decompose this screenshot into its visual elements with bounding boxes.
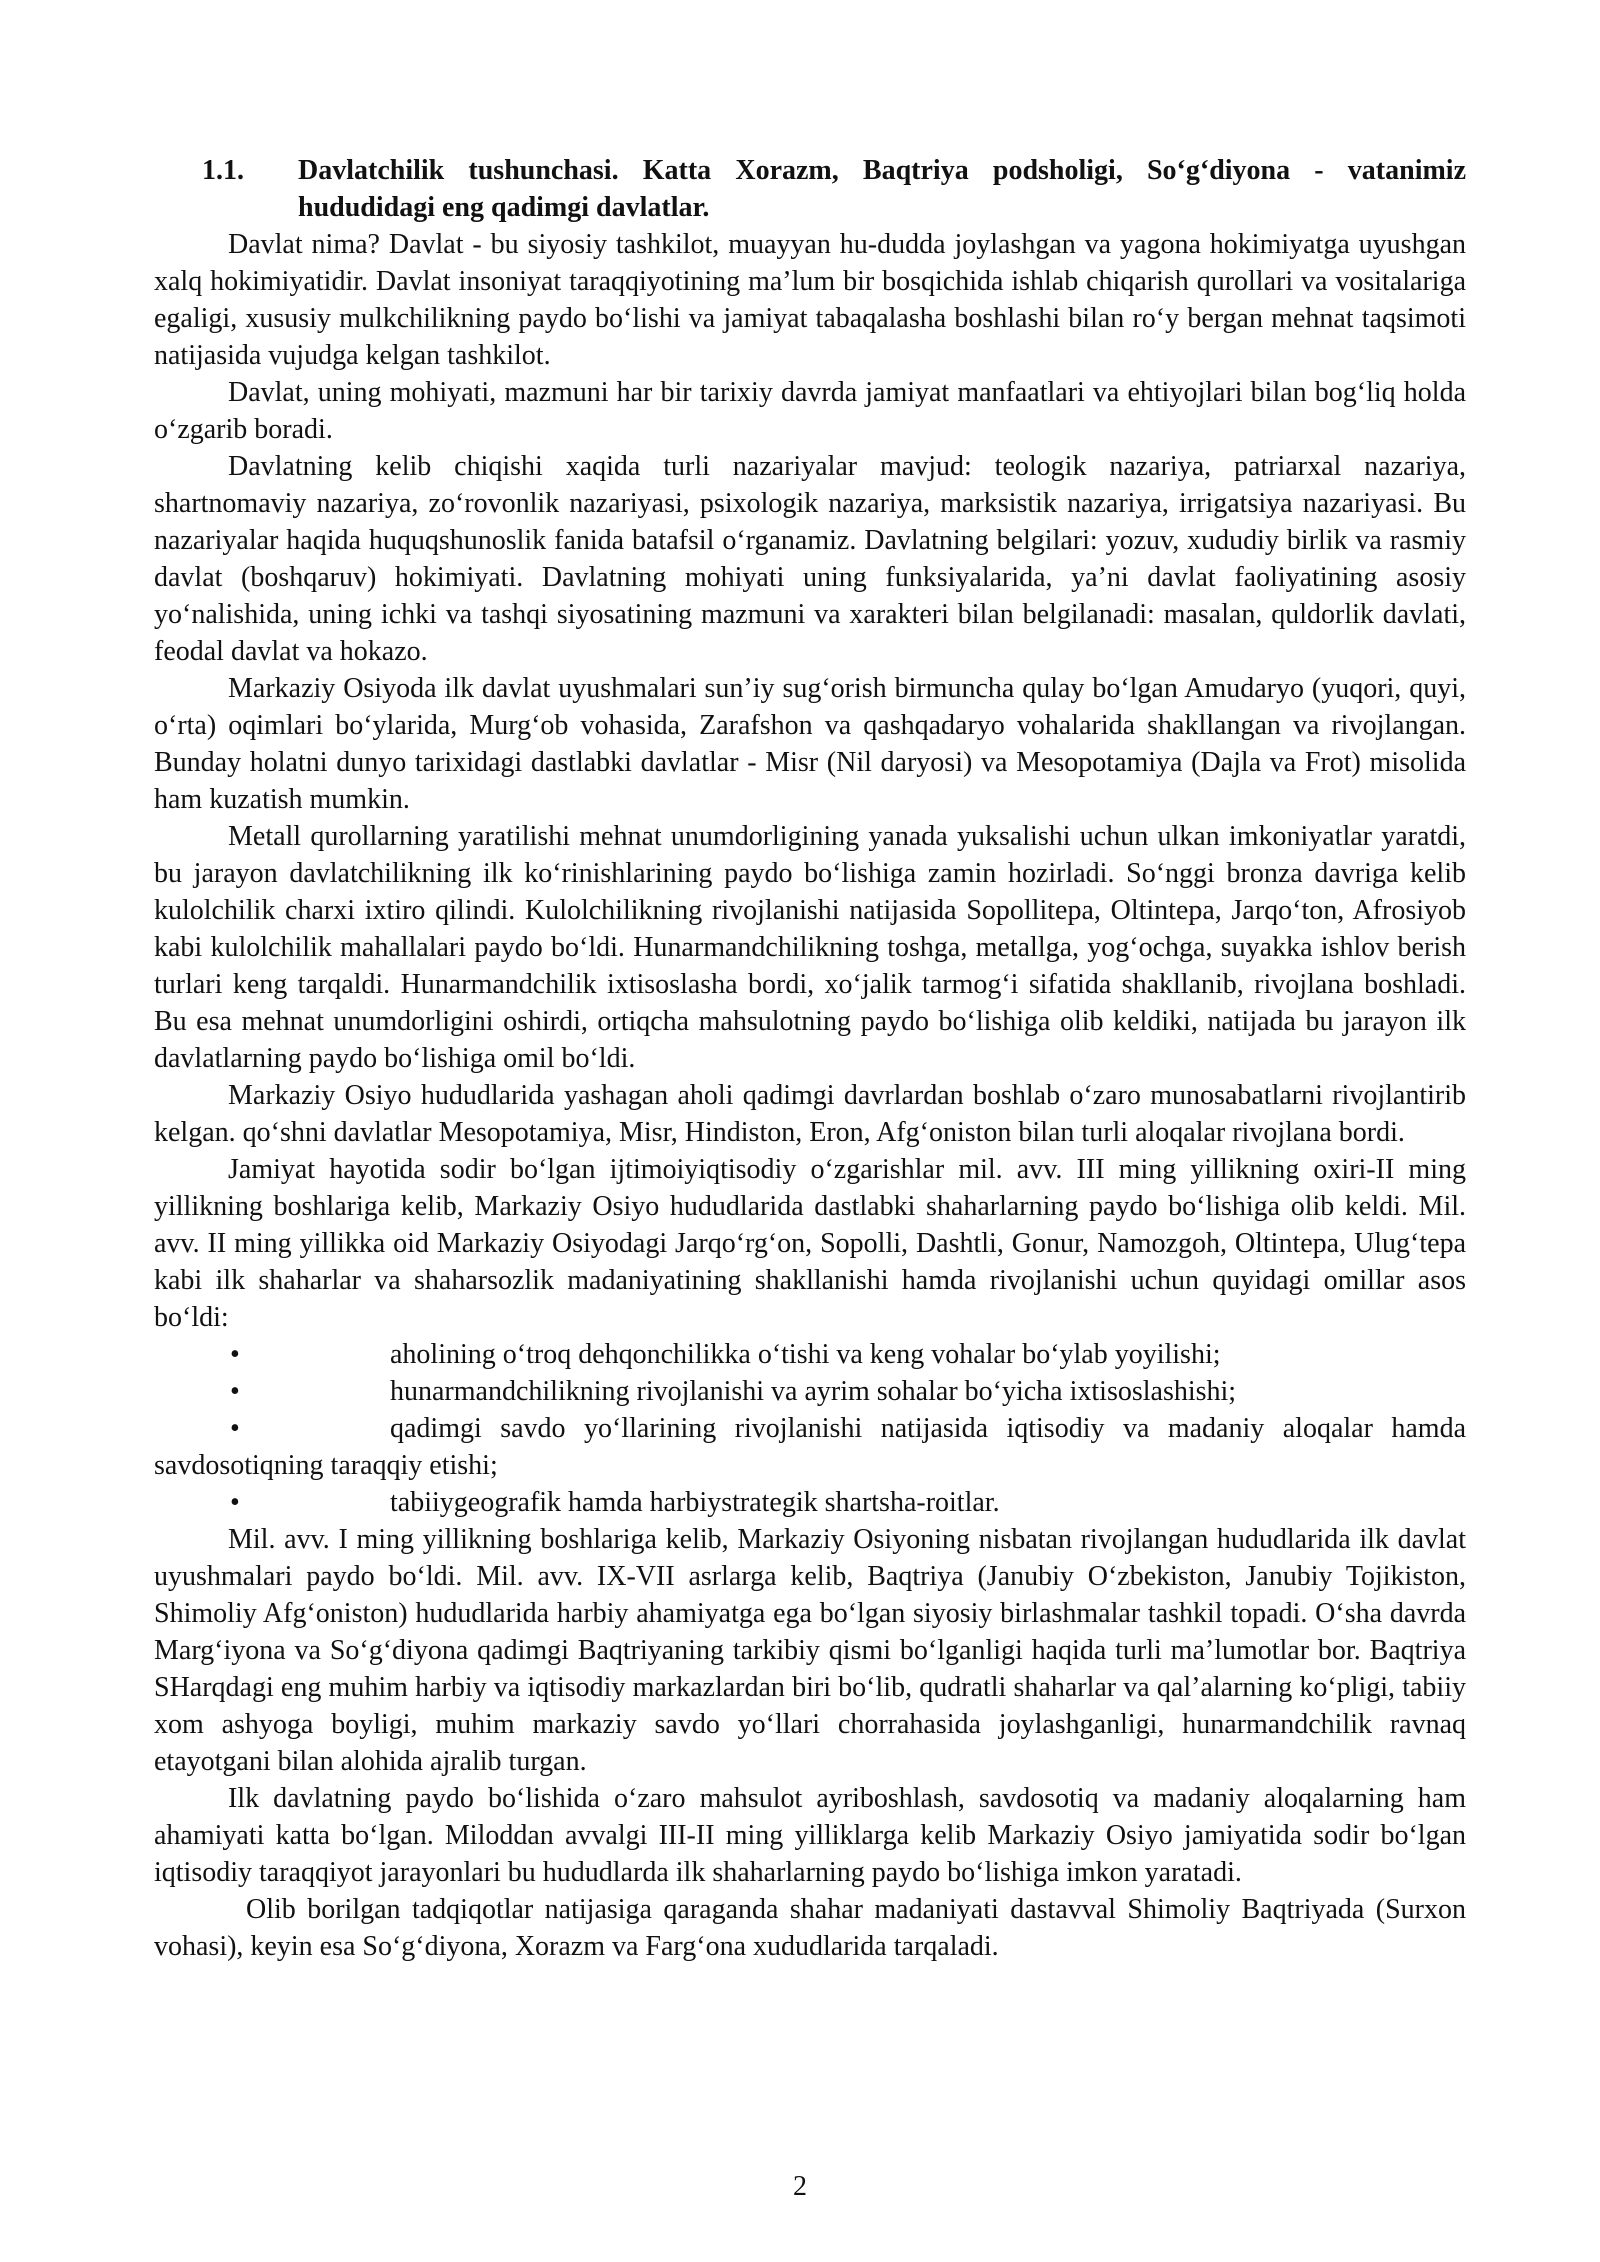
paragraph: Olib borilgan tadqiqotlar natijasiga qaraganda shahar madaniyati dastavval Shimoliy Baqtriyada (Surxon vohasi), keyin esa So‘g‘diyona, Xorazm va Farg‘ona xududlarida tarqaladi. xyxy=(154,1894,1466,1962)
bullet-icon: • xyxy=(230,1339,240,1370)
page-number: 2 xyxy=(793,2171,807,2202)
section-title: Davlatchilik tushunchasi. Katta Xorazm, Baqtriya podsholigi, So‘g‘diyona - vatanimiz hududidagi eng qadimgi davlatlar. xyxy=(298,155,1466,223)
paragraph: Markaziy Osiyoda ilk davlat uyushmalari sun’iy sug‘orish birmuncha qulay bo‘lgan Amudaryo (yuqori, quyi, o‘rta) oqimlari bo‘ylarida, Murg‘ob vohasida, Zarafshon va qashqadaryo vohalarida shakllangan va rivojlangan. Bunday holatni dunyo tarixidagi dastlabki davlatlar - Misr (Nil daryosi) va Mesopotamiya (Dajla va Frot) misolida ham kuzatish mumkin. xyxy=(154,673,1466,815)
list-item-text: tabiiygeografik hamda harbiystrategik shartsha-roitlar. xyxy=(390,1487,1000,1518)
paragraph: Davlatning kelib chiqishi xaqida turli nazariyalar mavjud: teologik nazariya, patriarxal nazariya, shartnomaviy nazariya, zo‘rovonlik nazariyasi, psixologik nazariya, marksistik nazariya, irrigatsiya nazariyasi. Bu nazariyalar haqida huquqshunoslik fanida batafsil o‘rganamiz. Davlatning belgilari: yozuv, xududiy birlik va rasmiy davlat (boshqaruv) hokimiyati. Davlatning mohiyati uning funksiyalarida, ya’ni davlat faoliyatining asosiy yo‘nalishida, uning ichki va tashqi siyosatining mazmuni va xarakteri bilan belgilanadi: masalan, quldorlik davlati, feodal davlat va hokazo. xyxy=(154,451,1466,667)
section-number: 1.1. xyxy=(202,155,244,186)
list-item-text: qadimgi savdo yo‘llarining rivojlanishi natijasida iqtisodiy va madaniy aloqalar hamda savdosotiqning taraqqiy etishi; xyxy=(154,1413,1466,1481)
list-item-text: aholining o‘troq dehqonchilikka o‘tishi va keng vohalar bo‘ylab yoyilishi; xyxy=(390,1339,1221,1370)
paragraph: Davlat nima? Davlat - bu siyosiy tashkilot, muayyan hu-dudda joylashgan va yagona hokimiyatga uyushgan xalq hokimiyatidir. Davlat insoniyat taraqqiyotining ma’lum bir bosqichida ishlab chiqarish qurollari va vositalariga egaligi, xususiy mulkchilikning paydo bo‘lishi va jamiyat tabaqalasha boshlashi bilan ro‘y bergan mehnat taqsimoti natijasida vujudga kelgan tashkilot. xyxy=(154,229,1466,371)
document-page xyxy=(154,152,1466,1965)
list-item-text: hunarmandchilikning rivojlanishi va ayrim sohalar bo‘yicha ixtisoslashishi; xyxy=(390,1376,1237,1407)
paragraph: Markaziy Osiyo hududlarida yashagan aholi qadimgi davrlardan boshlab o‘zaro munosabatlarni rivojlantirib kelgan. qo‘shni davlatlar Mesopotamiya, Misr, Hindiston, Eron, Afg‘oniston bilan turli aloqalar rivojlana bordi. xyxy=(154,1080,1466,1148)
paragraph: Jamiyat hayotida sodir bo‘lgan ijtimoiyiqtisodiy o‘zgarishlar mil. avv. III ming yillikning oxiri-II ming yillikning boshlariga kelib, Markaziy Osiyo hududlarida dastlabki shaharlarning paydo bo‘lishiga olib keldi. Mil. avv. II ming yillikka oid Markaziy Osiyodagi Jarqo‘rg‘on, Sopolli, Dashtli, Gonur, Namozgoh, Oltintepa, Ulug‘tepa kabi ilk shaharlar va shaharsozlik madaniyatining shakllanishi hamda rivojlanishi uchun quyidagi omillar asos bo‘ldi: xyxy=(154,1154,1466,1333)
list-item xyxy=(154,1410,1466,1484)
list-item xyxy=(154,1373,1466,1410)
paragraph: Mil. avv. I ming yillikning boshlariga kelib, Markaziy Osiyoning nisbatan rivojlangan hududlarida ilk davlat uyushmalari paydo bo‘ldi. Mil. avv. IX-VII asrlarga kelib, Baqtriya (Janubiy O‘zbekiston, Janubiy Tojikiston, Shimoliy Afg‘oniston) hududlarida harbiy ahamiyatga ega bo‘lgan siyosiy birlashmalar tashkil topadi. O‘sha davrda Marg‘iyona va So‘g‘diyona qadimgi Baqtriyaning tarkibiy qismi bo‘lganligi haqida turli ma’lumotlar bor. Baqtriya SHarqdagi eng muhim harbiy va iqtisodiy markazlardan biri bo‘lib, qudratli shaharlar va qal’alarning ko‘pligi, tabiiy xom ashyoga boyligi, muhim markaziy savdo yo‘llari chorrahasida joylashganligi, hunarmandchilik ravnaq etayotgani bilan alohida ajralib turgan. xyxy=(154,1524,1466,1777)
bullet-icon: • xyxy=(230,1376,240,1407)
list-item xyxy=(154,1484,1466,1521)
paragraph: Davlat, uning mohiyati, mazmuni har bir tarixiy davrda jamiyat manfaatlari va ehtiyojlari bilan bog‘liq holda o‘zgarib boradi. xyxy=(154,377,1466,445)
bullet-icon: • xyxy=(230,1487,240,1518)
factors-list xyxy=(154,1336,1466,1521)
paragraph: Metall qurollarning yaratilishi mehnat unumdorligining yanada yuksalishi uchun ulkan imkoniyatlar yaratdi, bu jarayon davlatchilikning ilk ko‘rinishlarining paydo bo‘lishiga zamin hozirladi. So‘nggi bronza davriga kelib kulolchilik charxi ixtiro qilindi. Kulolchilikning rivojlanishi natijasida Sopollitepa, Oltintepa, Jarqo‘ton, Afrosiyob kabi kulolchilik mahallalari paydo bo‘ldi. Hunarmandchilikning toshga, metallga, yog‘ochga, suyakka ishlov berish turlari keng tarqaldi. Hunarmandchilik ixtisoslasha bordi, xo‘jalik tarmog‘i sifatida shakllanib, rivojlana boshladi. Bu esa mehnat unumdorligini oshirdi, ortiqcha mahsulotning paydo bo‘lishiga olib keldiki, natijada bu jarayon ilk davlatlarning paydo bo‘lishiga omil bo‘ldi. xyxy=(154,821,1466,1074)
bullet-icon: • xyxy=(230,1413,240,1444)
section-heading xyxy=(202,152,1466,226)
list-item xyxy=(154,1336,1466,1373)
paragraph: Ilk davlatning paydo bo‘lishida o‘zaro mahsulot ayriboshlash, savdosotiq va madaniy aloqalarning ham ahamiyati katta bo‘lgan. Miloddan avvalgi III-II ming yilliklarga kelib Markaziy Osiyo jamiyatida sodir bo‘lgan iqtisodiy taraqqiyot jarayonlari bu hududlarda ilk shaharlarning paydo bo‘lishiga imkon yaratadi. xyxy=(154,1783,1466,1888)
